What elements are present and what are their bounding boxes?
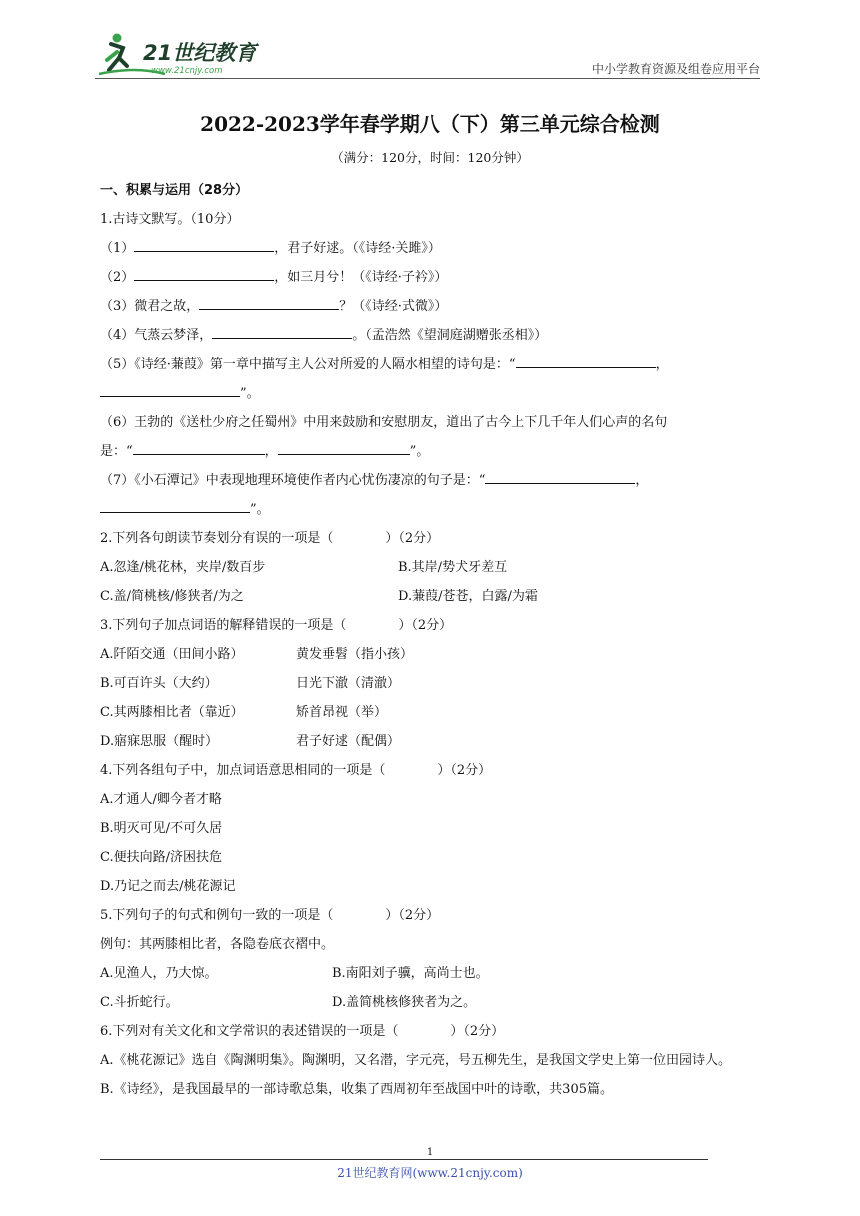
option-d[interactable]: D.盖简桃核修狭者为之。 (332, 995, 477, 1010)
question-4-option-c[interactable]: C.便扶向路/济困扶危 (100, 850, 222, 865)
question-5-options-row-2 (100, 988, 764, 1017)
option-b[interactable]: B.其岸/势犬牙差互 (398, 560, 508, 575)
question-3-option-a[interactable]: A.阡陌交通（田间小路） 黄发垂髫（指小孩） (100, 647, 414, 662)
question-2-options-row-2 (100, 582, 764, 611)
question-4-stem: 4.下列各组句子中，加点词语意思相同的一项是（ ）（2分） (100, 763, 492, 778)
question-1-item-4: （4）气蒸云梦泽， 。（孟浩然《望洞庭湖赠张丞相》） (100, 321, 764, 350)
question-6-option-a[interactable]: A.《桃花源记》选自《陶渊明集》。陶渊明，又名潜，字元亮，号五柳先生，是我国文学史上第一位田园诗人。 (100, 1053, 732, 1068)
header-divider (95, 78, 760, 79)
answer-blank[interactable] (212, 324, 352, 339)
platform-name: 中小学教育资源及组卷应用平台 (591, 62, 760, 76)
question-1-item-2: （2） ，如三月兮！（《诗经·子衿》） (100, 263, 764, 292)
question-1-item-1: （1） ，君子好逑。（《诗经·关雎》） (100, 234, 764, 263)
question-4-option-d[interactable]: D.乃记之而去/桃花源记 (100, 879, 236, 894)
question-3-option-c[interactable]: C.其两膝相比者（靠近） 矫首昂视（举） (100, 705, 388, 720)
page-number: 1 (426, 1147, 434, 1158)
section-heading: 一、积累与运用（28分） (100, 183, 249, 198)
footer-divider (100, 1159, 708, 1160)
question-1-item-6: （6）王勃的《送杜少府之任蜀州》中用来鼓励和安慰朋友，道出了古今上下几千年人们心声的名句 (100, 415, 668, 430)
question-5-example: 例句：其两膝相比者，各隐卷底衣褶中。 (100, 937, 335, 952)
question-1-item-6-cont: 是：“ ， ”。 (100, 437, 764, 466)
option-a[interactable]: A.忽逢/桃花林，夹岸/数百步 (100, 560, 266, 575)
exam-info: （满分：120分，时间：120分钟） (331, 150, 529, 165)
question-1-stem: 1.古诗文默写。（10分） (100, 212, 240, 227)
question-2-stem: 2.下列各句朗读节奏划分有误的一项是（ ）（2分） (100, 531, 440, 546)
footer-site: 21世纪教育网(www.21cnjy.com) (337, 1166, 523, 1180)
answer-blank[interactable] (199, 295, 339, 310)
option-c[interactable]: C.斗折蛇行。 (100, 995, 179, 1010)
question-6-option-b[interactable]: B.《诗经》，是我国最早的一部诗歌总集，收集了西周初年至战国中叶的诗歌，共305篇。 (100, 1082, 613, 1097)
answer-blank[interactable] (134, 266, 274, 281)
answer-blank[interactable] (278, 440, 410, 455)
answer-blank[interactable] (133, 440, 265, 455)
question-1-item-7: （7）《小石潭记》中表现地理环境使作者内心忧伤凄凉的句子是：“ ， (100, 466, 764, 495)
question-4-option-a[interactable]: A.才通人/卿今者才略 (100, 792, 222, 807)
svg-text:www.21cnjy.com: www.21cnjy.com (151, 66, 223, 76)
exam-content (100, 176, 764, 1104)
option-a[interactable]: A.见渔人，乃大惊。 (100, 966, 218, 981)
logo (95, 30, 275, 78)
answer-blank[interactable] (516, 353, 656, 368)
question-5-options-row-1 (100, 959, 764, 988)
question-1-item-5: （5）《诗经·蒹葭》第一章中描写主人公对所爱的人隔水相望的诗句是：“ ， (100, 350, 764, 379)
page-title: 2022-2023学年春学期八（下）第三单元综合检测 (200, 112, 660, 136)
question-4-option-b[interactable]: B.明灭可见/不可久居 (100, 821, 223, 836)
svg-text:21世纪教育: 21世纪教育 (143, 41, 257, 65)
answer-blank[interactable] (485, 469, 635, 484)
question-3-stem: 3.下列句子加点词语的解释错误的一项是（ ）（2分） (100, 618, 453, 633)
question-2-options-row-1 (100, 553, 764, 582)
question-3-option-d[interactable]: D.寤寐思服（醒时） 君子好逑（配偶） (100, 734, 401, 749)
question-5-stem: 5.下列句子的句式和例句一致的一项是（ ）（2分） (100, 908, 440, 923)
answer-blank[interactable] (100, 382, 240, 397)
option-b[interactable]: B.南阳刘子骥，高尚士也。 (332, 966, 489, 981)
question-1-item-7-cont: ”。 (100, 495, 764, 524)
question-3-option-b[interactable]: B.可百许头（大约） 日光下澈（清澈） (100, 676, 401, 691)
question-6-stem: 6.下列对有关文化和文学常识的表述错误的一项是（ ）（2分） (100, 1024, 505, 1039)
answer-blank[interactable] (100, 498, 250, 513)
question-1-item-5-cont: ”。 (100, 379, 764, 408)
page-header (95, 30, 760, 78)
option-c[interactable]: C.盖/简桃核/修狭者/为之 (100, 589, 244, 604)
answer-blank[interactable] (134, 237, 274, 252)
option-d[interactable]: D.蒹葭/苍苍，白露/为霜 (398, 589, 538, 604)
question-1-item-3: （3）微君之故， ？（《诗经·式微》） (100, 292, 764, 321)
